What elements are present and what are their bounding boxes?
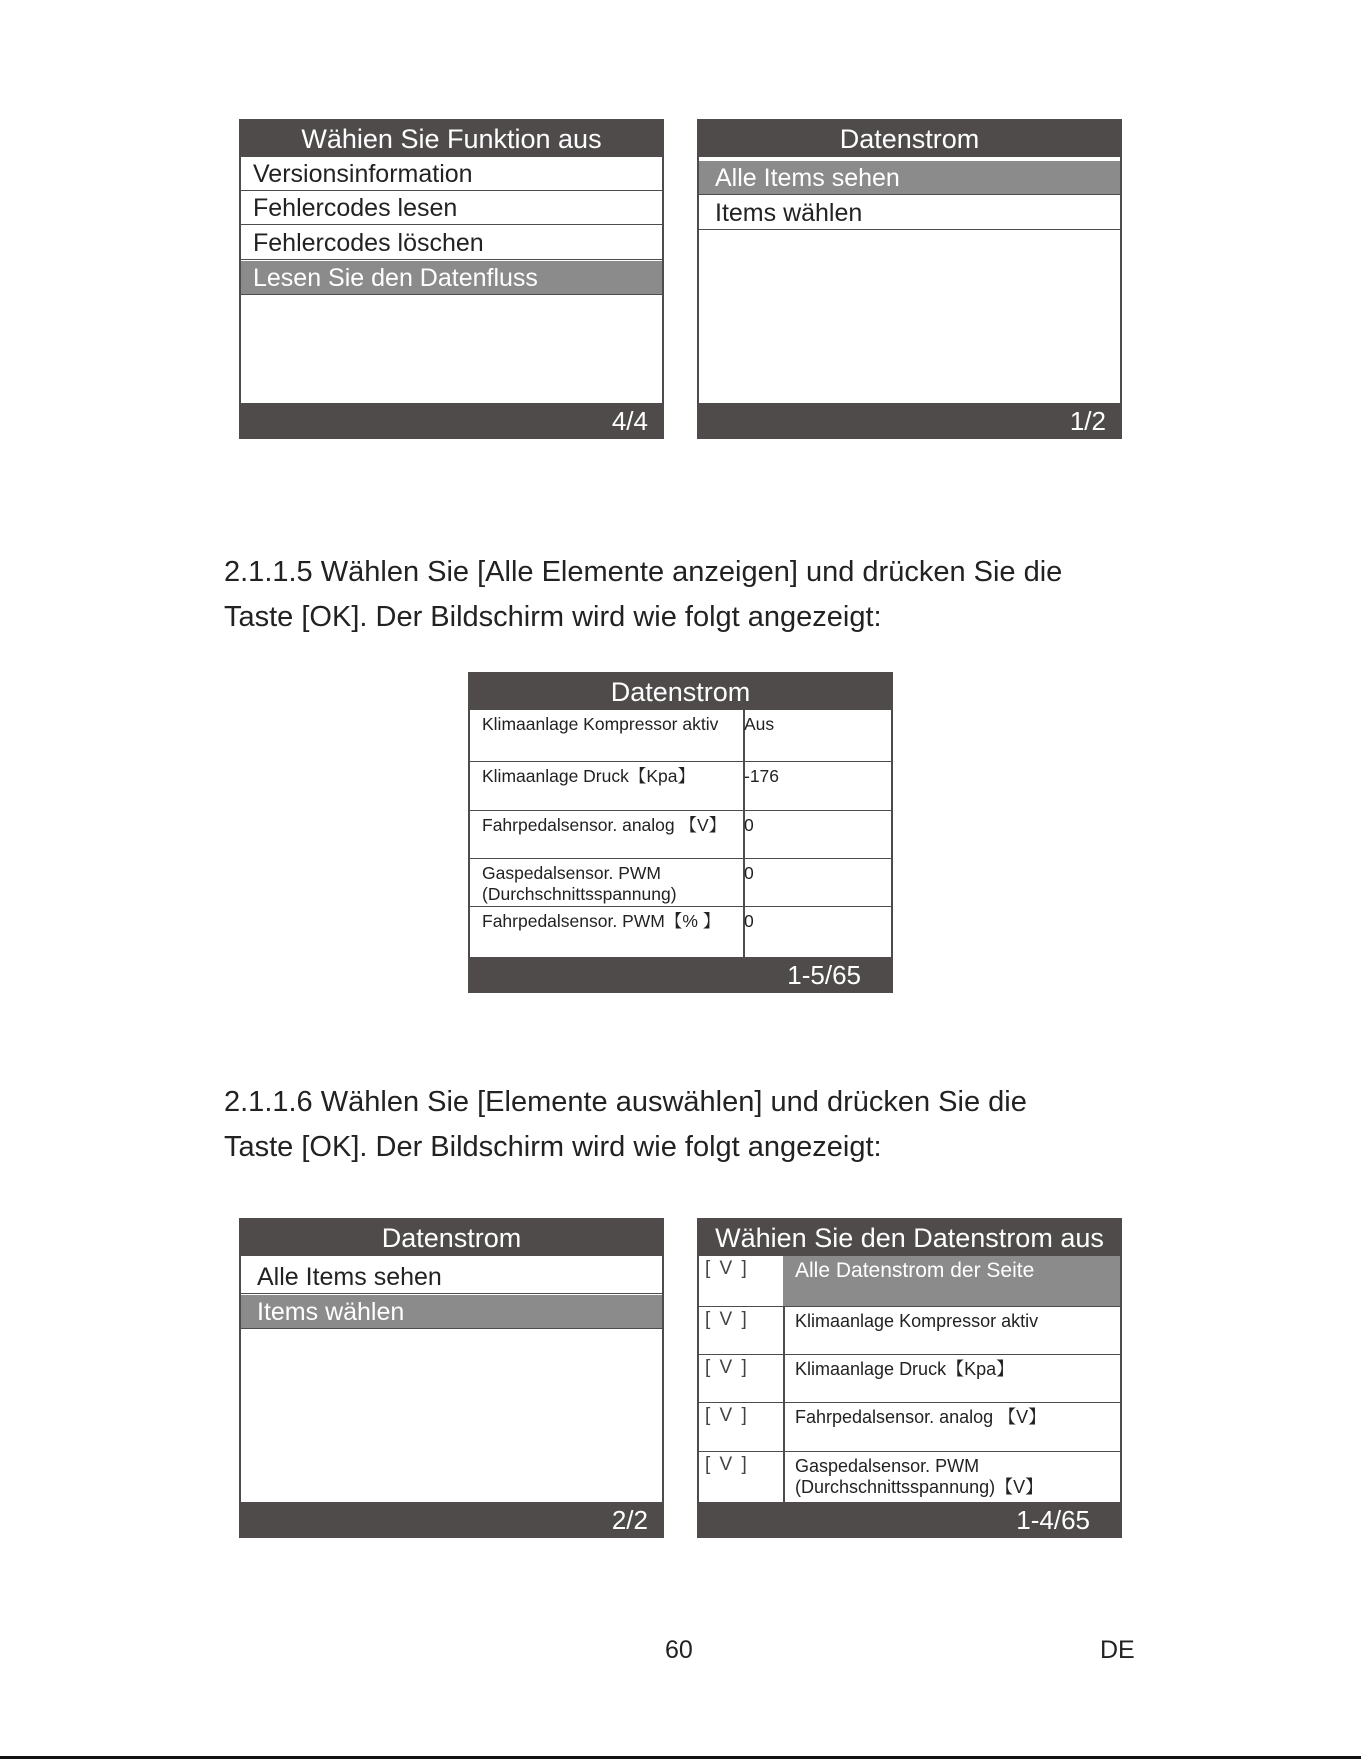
param-name: Gaspedalsensor. PWM (Durchschnittsspannung)	[482, 863, 677, 904]
page-number: 60	[665, 1636, 693, 1664]
select-row[interactable]	[699, 1256, 1120, 1307]
data-stream-values-screen	[468, 672, 893, 993]
param-value: -176	[744, 766, 780, 786]
instruction-line: Taste [OK]. Der Bildschirm wird wie folgt angezeigt:	[224, 601, 882, 633]
screen-title: Datenstrom	[241, 1220, 662, 1256]
instruction-line: Taste [OK]. Der Bildschirm wird wie folgt angezeigt:	[224, 1131, 882, 1163]
bottom-rule	[0, 1756, 1361, 1759]
screen-title: Wähien Sie den Datenstrom aus	[699, 1220, 1120, 1256]
select-data-stream-screen	[697, 1218, 1122, 1538]
table-row[interactable]	[470, 859, 891, 907]
param-name: Klimaanlage Kompressor aktiv	[482, 714, 719, 734]
checkbox[interactable]: [ V ]	[705, 1405, 749, 1426]
instruction-line: 2.1.1.5 Wählen Sie [Alle Elemente anzeigen] und drücken Sie die	[224, 556, 1063, 588]
page-indicator: 1-4/65	[699, 1502, 1120, 1536]
select-row-label: Klimaanlage Kompressor aktiv	[795, 1311, 1039, 1331]
page-indicator: 1/2	[699, 403, 1120, 437]
menu-item-view-all[interactable]: Alle Items sehen	[699, 161, 1120, 195]
table-row[interactable]	[470, 762, 891, 811]
page-indicator: 4/4	[241, 403, 662, 437]
select-row-label: Fahrpedalsensor. analog 【V】	[795, 1407, 1047, 1427]
param-value: Aus	[744, 714, 775, 734]
instruction-line: 2.1.1.6 Wählen Sie [Elemente auswählen] und drücken Sie die	[224, 1086, 1027, 1118]
param-name: Klimaanlage Druck【Kpa】	[482, 766, 696, 786]
select-row-label: Klimaanlage Druck【Kpa】	[795, 1359, 1015, 1379]
data-stream-menu-screen-2	[239, 1218, 664, 1538]
instruction-paragraph-1	[224, 550, 1144, 640]
data-stream-menu-screen	[697, 119, 1122, 439]
select-row[interactable]	[699, 1403, 1120, 1452]
checkbox[interactable]: [ V ]	[705, 1258, 749, 1279]
param-name: Fahrpedalsensor. PWM【% 】	[482, 911, 721, 931]
checkbox[interactable]: [ V ]	[705, 1357, 749, 1378]
menu-item-read-data-stream[interactable]: Lesen Sie den Datenfluss	[241, 261, 662, 295]
menu-item-version-info[interactable]: Versionsinformation	[241, 157, 662, 191]
menu-item-read-codes[interactable]: Fehlercodes lesen	[241, 191, 662, 225]
param-value: 0	[744, 911, 754, 931]
checkbox[interactable]: [ V ]	[705, 1454, 749, 1475]
select-row[interactable]	[699, 1355, 1120, 1403]
language-code: DE	[1100, 1636, 1135, 1664]
param-value: 0	[744, 863, 754, 883]
select-row[interactable]	[699, 1452, 1120, 1504]
table-row[interactable]	[470, 907, 891, 959]
param-value: 0	[744, 815, 754, 835]
table-row[interactable]	[470, 710, 891, 762]
select-row-label: Gaspedalsensor. PWM (Durchschnittsspannung)【V】	[795, 1456, 1044, 1497]
function-menu-screen	[239, 119, 664, 439]
page-indicator: 2/2	[241, 1502, 662, 1536]
screen-title: Datenstrom	[470, 674, 891, 710]
page-indicator: 1-5/65	[470, 957, 891, 991]
menu-item-view-all[interactable]: Alle Items sehen	[241, 1260, 662, 1294]
checkbox[interactable]: [ V ]	[705, 1309, 749, 1330]
table-row[interactable]	[470, 811, 891, 859]
select-row[interactable]	[699, 1307, 1120, 1355]
screen-title: Datenstrom	[699, 121, 1120, 157]
menu-item-clear-codes[interactable]: Fehlercodes löschen	[241, 226, 662, 260]
screen-title: Wähien Sie Funktion aus	[241, 121, 662, 157]
instruction-paragraph-2	[224, 1080, 1144, 1170]
param-name: Fahrpedalsensor. analog 【V】	[482, 815, 727, 835]
menu-item-select-items[interactable]: Items wählen	[699, 196, 1120, 230]
menu-item-select-items[interactable]: Items wählen	[241, 1295, 662, 1329]
select-row-label: Alle Datenstrom der Seite	[783, 1256, 1120, 1306]
